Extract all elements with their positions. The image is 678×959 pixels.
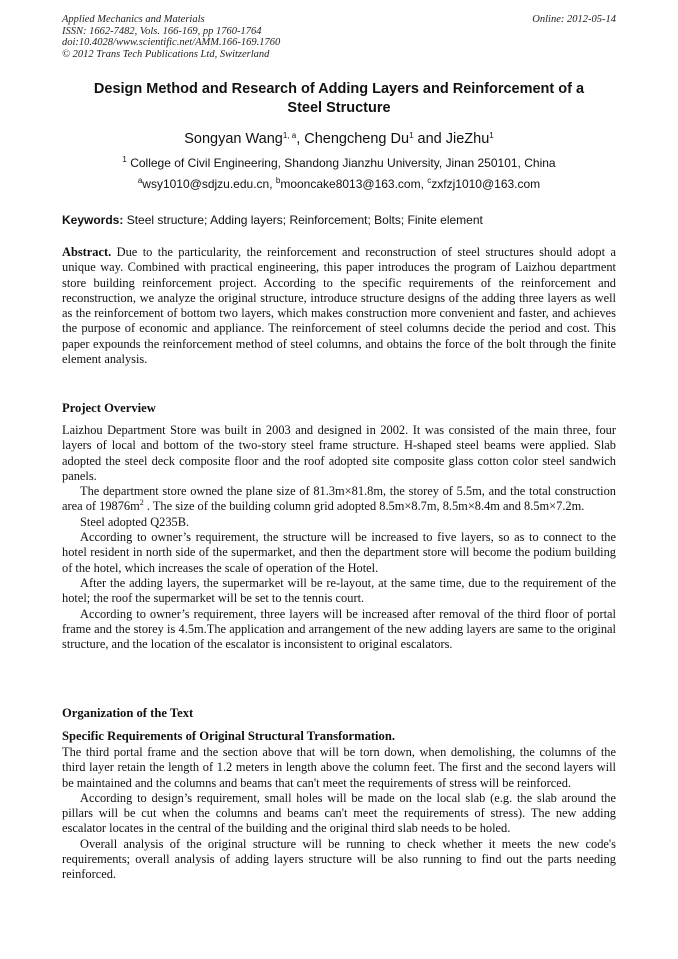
author-1: Songyan Wang bbox=[184, 131, 283, 147]
author-list bbox=[62, 130, 616, 148]
title-line-1: Design Method and Research of Adding Layers and Reinforcement of a bbox=[93, 81, 585, 97]
project-overview-body bbox=[62, 423, 616, 652]
online-date: Online: 2012-05-14 bbox=[532, 14, 616, 25]
overview-paragraph-6: According to owner’s requirement, three layers will be increased after removal of the third floor of portal frame and the storey is 4.5m.The application and arrangement of the new adding layers are same to the original structure, and the location of the escalator is inconsistent to original escalators. bbox=[62, 606, 616, 652]
author-2-sup: 1 bbox=[409, 131, 414, 140]
email-c-sup: c bbox=[427, 176, 432, 185]
keywords-text: Steel structure; Adding layers; Reinforcement; Bolts; Finite element bbox=[123, 213, 483, 227]
section-heading-project-overview: Project Overview bbox=[62, 401, 156, 415]
subsection-heading: Specific Requirements of Original Structural Transformation. bbox=[62, 729, 396, 743]
overview-p2-text-a: The department store owned the plane size of 81.3m×81.8m, the storey of 5.5m, and the total construction area of 19876m bbox=[62, 484, 616, 514]
keywords-label: Keywords: bbox=[62, 213, 124, 227]
overview-paragraph-5: After the adding layers, the supermarket will be re-layout, at the same time, due to the requirement of the hotel; the roof the supermarket will be set to the tennis court. bbox=[62, 575, 616, 606]
overview-paragraph-2 bbox=[62, 484, 616, 515]
issn-line: ISSN: 1662-7482, Vols. 166-169, pp 1760-1764 bbox=[62, 25, 262, 37]
abstract-label: Abstract. bbox=[62, 245, 112, 259]
organization-body bbox=[62, 745, 616, 883]
overview-p2-text-b: . The size of the building column grid adopted 8.5m×8.7m, 8.5m×8.4m and 8.5m×7.2m. bbox=[143, 499, 585, 514]
author-3: and JieZhu bbox=[417, 131, 490, 147]
affiliation-sup: 1 bbox=[122, 155, 127, 164]
email-a: wsy1010@sdjzu.edu.cn, bbox=[142, 177, 276, 191]
affiliation-text: College of Civil Engineering, Shandong Jianzhu University, Jinan 250101, China bbox=[130, 156, 556, 170]
overview-paragraph-4: According to owner’s requirement, the structure will be increased to five layers, so as to connect to the hotel resident in north side of the supermarket, and then the department store will become the podium building of the hotel, which increases the scale of operation of the Hotel. bbox=[62, 530, 616, 575]
email-b-sup: b bbox=[275, 176, 281, 185]
title-line-2: Steel Structure bbox=[287, 100, 391, 116]
keywords bbox=[62, 213, 616, 228]
email-b: mooncake8013@163.com, bbox=[280, 177, 428, 191]
author-1-sup: 1, a bbox=[282, 131, 297, 140]
overview-p2-sup: 2 bbox=[139, 498, 144, 508]
author-emails bbox=[62, 177, 616, 192]
paper-title bbox=[62, 80, 616, 118]
email-a-sup: a bbox=[137, 176, 143, 185]
overview-paragraph-1: Laizhou Department Store was built in 2003 and designed in 2002. It was consisted of the main three, four layers of local and bottom of the two-story steel frame structure. H-shaped steel beams were applied. Slab adopted the steel deck composite floor and the roof adopted site composite glass cotton color steel sandwich panels. bbox=[62, 423, 616, 483]
section-heading-organization: Organization of the Text bbox=[62, 706, 194, 720]
author-3-sup: 1 bbox=[489, 131, 494, 140]
journal-name: Applied Mechanics and Materials bbox=[62, 14, 205, 25]
organization-paragraph-2: According to design’s requirement, small holes will be made on the local slab (e.g. the slab around the pillars will be cut when the columns and beams can't meet the requirements of stress). The new adding escalator locates in the central of the building and the original third slab needs to be holed. bbox=[62, 790, 616, 836]
journal-header bbox=[62, 14, 616, 60]
abstract bbox=[62, 245, 616, 367]
overview-paragraph-3: Steel adopted Q235B. bbox=[80, 514, 190, 529]
affiliation bbox=[62, 156, 616, 171]
organization-paragraph-3: Overall analysis of the original structure will be running to check whether it meets the new code's requirements; overall analysis of adding layers structure will be also running to find out the parts needing reinforced. bbox=[62, 836, 616, 882]
doi-line: doi:10.4028/www.scientific.net/AMM.166-169.1760 bbox=[62, 37, 281, 48]
organization-paragraph-1: The third portal frame and the section above that will be torn down, when demolishing, the columns of the third layer retain the length of 1.2 meters in length above the column feet. The first and the second layers will be maintained and the columns and beams that can't meet the requirements of stress will be reinforced. bbox=[62, 745, 616, 790]
author-2: , Chengcheng Du bbox=[296, 131, 410, 147]
email-c: zxfzj1010@163.com bbox=[431, 177, 541, 191]
abstract-text: Due to the particularity, the reinforcement and reconstruction of steel structures should adopt a unique way. Combined with practical engineering, this paper introduces the program of Laizhou department store building reinforcement project. According to the specific requirements of the reinforcement and reconstruction, we analyze the original structure, introduce structure designs of the adding three layers as well as the reinforcement of bottom two layers, which makes construction more convenient and faster, and achieves the purpose of economic and appliance. The reinforcement of steel columns decide the period and cost. This paper expounds the reinforcement method of steel columns, and obtains the force of the bolt through the finite element analysis. bbox=[62, 245, 616, 367]
copyright-line: © 2012 Trans Tech Publications Ltd, Switzerland bbox=[62, 48, 270, 60]
